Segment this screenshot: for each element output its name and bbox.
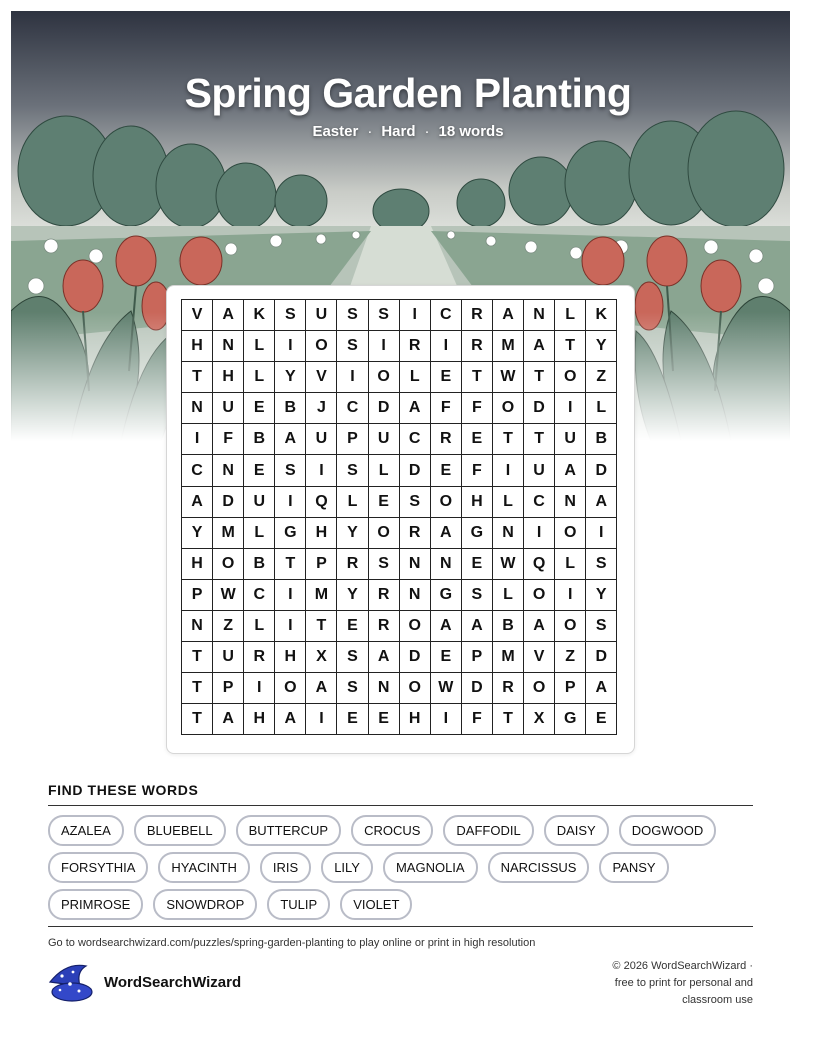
- grid-cell: I: [244, 673, 275, 704]
- grid-cell: L: [244, 331, 275, 362]
- word-list-heading: FIND THESE WORDS: [48, 782, 199, 798]
- grid-cell: O: [400, 673, 431, 704]
- grid-cell: F: [462, 455, 493, 486]
- word-list: [48, 815, 753, 920]
- grid-cell: S: [462, 580, 493, 611]
- grid-cell: H: [182, 549, 213, 580]
- grid-cell: A: [213, 300, 244, 331]
- grid-cell: U: [306, 424, 337, 455]
- grid-cell: U: [306, 300, 337, 331]
- grid-cell: A: [586, 673, 617, 704]
- grid-cell: A: [213, 704, 244, 735]
- copyright-notice: [583, 958, 753, 1009]
- grid-cell: I: [586, 518, 617, 549]
- grid-cell: E: [431, 362, 462, 393]
- grid-cell: I: [493, 455, 524, 486]
- grid-cell: A: [586, 487, 617, 518]
- grid-cell: O: [493, 393, 524, 424]
- grid-cell: U: [244, 487, 275, 518]
- grid-cell: L: [244, 518, 275, 549]
- grid-cell: P: [213, 673, 244, 704]
- grid-cell: L: [244, 611, 275, 642]
- grid-cell: R: [431, 424, 462, 455]
- copyright-line: classroom use: [682, 994, 753, 1006]
- grid-cell: U: [213, 642, 244, 673]
- grid-cell: S: [369, 549, 400, 580]
- grid-cell: O: [369, 362, 400, 393]
- grid-cell: E: [369, 487, 400, 518]
- grid-cell: N: [182, 611, 213, 642]
- grid-cell: L: [369, 455, 400, 486]
- grid-cell: N: [493, 518, 524, 549]
- word-pill: DAFFODIL: [443, 815, 533, 846]
- grid-cell: V: [524, 642, 555, 673]
- grid-cell: L: [586, 393, 617, 424]
- grid-cell: V: [182, 300, 213, 331]
- grid-cell: S: [337, 300, 368, 331]
- grid-cell: D: [462, 673, 493, 704]
- grid-cell: D: [586, 642, 617, 673]
- grid-cell: T: [182, 642, 213, 673]
- grid-cell: A: [369, 642, 400, 673]
- grid-cell: T: [524, 362, 555, 393]
- grid-cell: I: [275, 580, 306, 611]
- grid-cell: Y: [586, 580, 617, 611]
- puzzle-difficulty: Hard: [381, 123, 416, 140]
- grid-cell: M: [493, 642, 524, 673]
- grid-cell: T: [462, 362, 493, 393]
- grid-cell: L: [400, 362, 431, 393]
- grid-cell: T: [182, 704, 213, 735]
- grid-cell: S: [275, 300, 306, 331]
- grid-cell: D: [369, 393, 400, 424]
- grid-cell: C: [524, 487, 555, 518]
- grid-cell: S: [586, 549, 617, 580]
- grid-cell: I: [555, 393, 586, 424]
- grid-cell: W: [493, 549, 524, 580]
- word-pill: MAGNOLIA: [383, 852, 478, 883]
- wizard-hat-icon: [46, 962, 94, 1004]
- grid-cell: G: [431, 580, 462, 611]
- grid-cell: U: [524, 455, 555, 486]
- divider: [48, 805, 753, 806]
- grid-cell: A: [400, 393, 431, 424]
- grid-cell: B: [244, 549, 275, 580]
- grid-cell: Q: [306, 487, 337, 518]
- grid-cell: Q: [524, 549, 555, 580]
- grid-cell: E: [244, 455, 275, 486]
- grid-cell: W: [493, 362, 524, 393]
- grid-cell: I: [555, 580, 586, 611]
- grid-cell: E: [369, 704, 400, 735]
- grid-cell: I: [182, 424, 213, 455]
- grid-cell: I: [431, 331, 462, 362]
- grid-cell: E: [462, 549, 493, 580]
- grid-cell: R: [369, 611, 400, 642]
- grid-cell: D: [400, 455, 431, 486]
- grid-cell: T: [524, 424, 555, 455]
- word-pill: BLUEBELL: [134, 815, 226, 846]
- grid-cell: Z: [213, 611, 244, 642]
- grid-cell: U: [213, 393, 244, 424]
- grid-cell: B: [244, 424, 275, 455]
- grid-cell: N: [431, 549, 462, 580]
- word-pill: FORSYTHIA: [48, 852, 148, 883]
- word-pill: BUTTERCUP: [236, 815, 341, 846]
- grid-cell: A: [524, 611, 555, 642]
- grid-cell: S: [275, 455, 306, 486]
- grid-cell: I: [337, 362, 368, 393]
- grid-cell: O: [400, 611, 431, 642]
- grid-cell: J: [306, 393, 337, 424]
- grid-cell: N: [400, 580, 431, 611]
- copyright-line: free to print for personal and: [614, 977, 753, 989]
- grid-cell: R: [462, 300, 493, 331]
- divider: [48, 926, 753, 927]
- word-pill: CROCUS: [351, 815, 433, 846]
- grid-cell: E: [431, 642, 462, 673]
- grid-cell: T: [182, 673, 213, 704]
- grid-cell: O: [306, 331, 337, 362]
- grid-cell: T: [493, 704, 524, 735]
- word-pill: DAISY: [544, 815, 609, 846]
- grid-cell: A: [431, 518, 462, 549]
- grid-cell: I: [400, 300, 431, 331]
- grid-cell: T: [182, 362, 213, 393]
- grid-cell: H: [182, 331, 213, 362]
- grid-cell: B: [586, 424, 617, 455]
- grid-cell: I: [431, 704, 462, 735]
- grid-cell: Y: [337, 518, 368, 549]
- grid-cell: Z: [555, 642, 586, 673]
- grid-cell: U: [369, 424, 400, 455]
- grid-cell: R: [337, 549, 368, 580]
- grid-cell: B: [493, 611, 524, 642]
- grid-cell: F: [462, 704, 493, 735]
- grid-cell: L: [493, 580, 524, 611]
- grid-cell: L: [493, 487, 524, 518]
- play-online-note: Go to wordsearchwizard.com/puzzles/spring-garden-planting to play online or print in high resolution: [48, 937, 536, 949]
- grid-cell: N: [369, 673, 400, 704]
- grid-cell: R: [493, 673, 524, 704]
- grid-cell: L: [337, 487, 368, 518]
- grid-cell: G: [275, 518, 306, 549]
- letter-grid: [181, 299, 617, 735]
- grid-cell: B: [275, 393, 306, 424]
- grid-cell: R: [462, 331, 493, 362]
- grid-cell: E: [431, 455, 462, 486]
- grid-cell: T: [493, 424, 524, 455]
- grid-cell: A: [462, 611, 493, 642]
- grid-cell: O: [431, 487, 462, 518]
- grid-cell: F: [431, 393, 462, 424]
- grid-cell: M: [493, 331, 524, 362]
- puzzle-title: Spring Garden Planting: [184, 70, 632, 116]
- grid-cell: P: [337, 424, 368, 455]
- grid-cell: E: [337, 611, 368, 642]
- grid-cell: E: [337, 704, 368, 735]
- word-pill: DOGWOOD: [619, 815, 717, 846]
- grid-cell: C: [337, 393, 368, 424]
- copyright-line: © 2026 WordSearchWizard ·: [612, 960, 753, 972]
- word-pill: IRIS: [260, 852, 311, 883]
- word-pill: PRIMROSE: [48, 889, 143, 920]
- grid-cell: I: [306, 455, 337, 486]
- grid-cell: A: [275, 704, 306, 735]
- grid-cell: H: [213, 362, 244, 393]
- grid-cell: N: [524, 300, 555, 331]
- grid-cell: H: [244, 704, 275, 735]
- grid-cell: U: [555, 424, 586, 455]
- grid-cell: E: [244, 393, 275, 424]
- grid-cell: X: [306, 642, 337, 673]
- word-pill: SNOWDROP: [153, 889, 257, 920]
- puzzle-meta: [0, 123, 816, 140]
- grid-cell: O: [524, 673, 555, 704]
- grid-cell: L: [244, 362, 275, 393]
- grid-cell: Z: [586, 362, 617, 393]
- grid-cell: L: [555, 549, 586, 580]
- grid-cell: S: [337, 331, 368, 362]
- grid-cell: C: [182, 455, 213, 486]
- grid-cell: O: [213, 549, 244, 580]
- word-pill: HYACINTH: [158, 852, 249, 883]
- grid-cell: N: [400, 549, 431, 580]
- word-pill: VIOLET: [340, 889, 412, 920]
- grid-cell: G: [462, 518, 493, 549]
- grid-cell: C: [244, 580, 275, 611]
- grid-cell: V: [306, 362, 337, 393]
- grid-cell: D: [400, 642, 431, 673]
- grid-cell: E: [462, 424, 493, 455]
- grid-cell: H: [306, 518, 337, 549]
- grid-cell: Y: [275, 362, 306, 393]
- grid-cell: K: [586, 300, 617, 331]
- puzzle-word-count: 18 words: [438, 123, 504, 140]
- grid-cell: P: [555, 673, 586, 704]
- grid-cell: R: [244, 642, 275, 673]
- grid-cell: N: [555, 487, 586, 518]
- grid-cell: F: [462, 393, 493, 424]
- word-pill: NARCISSUS: [488, 852, 590, 883]
- grid-cell: A: [275, 424, 306, 455]
- grid-cell: I: [275, 331, 306, 362]
- grid-cell: O: [555, 518, 586, 549]
- grid-cell: M: [306, 580, 337, 611]
- grid-cell: T: [306, 611, 337, 642]
- grid-cell: I: [275, 611, 306, 642]
- grid-cell: A: [182, 487, 213, 518]
- grid-cell: A: [306, 673, 337, 704]
- grid-cell: O: [555, 611, 586, 642]
- grid-cell: D: [586, 455, 617, 486]
- grid-cell: N: [182, 393, 213, 424]
- grid-cell: W: [213, 580, 244, 611]
- word-pill: LILY: [321, 852, 373, 883]
- brand-name: WordSearchWizard: [104, 974, 242, 991]
- grid-cell: P: [306, 549, 337, 580]
- word-pill: AZALEA: [48, 815, 124, 846]
- grid-cell: I: [524, 518, 555, 549]
- grid-cell: S: [337, 642, 368, 673]
- grid-cell: D: [213, 487, 244, 518]
- word-pill: TULIP: [267, 889, 330, 920]
- grid-cell: S: [369, 300, 400, 331]
- grid-cell: K: [244, 300, 275, 331]
- word-pill: PANSY: [599, 852, 668, 883]
- grid-cell: P: [462, 642, 493, 673]
- grid-cell: S: [400, 487, 431, 518]
- grid-cell: Y: [182, 518, 213, 549]
- grid-cell: H: [462, 487, 493, 518]
- grid-cell: A: [431, 611, 462, 642]
- grid-cell: X: [524, 704, 555, 735]
- grid-cell: P: [182, 580, 213, 611]
- grid-cell: A: [524, 331, 555, 362]
- grid-cell: O: [524, 580, 555, 611]
- grid-cell: Y: [586, 331, 617, 362]
- grid-cell: E: [586, 704, 617, 735]
- grid-cell: W: [431, 673, 462, 704]
- grid-cell: I: [306, 704, 337, 735]
- grid-cell: S: [586, 611, 617, 642]
- grid-cell: C: [431, 300, 462, 331]
- grid-cell: S: [337, 673, 368, 704]
- grid-cell: F: [213, 424, 244, 455]
- grid-cell: N: [213, 331, 244, 362]
- grid-cell: Y: [337, 580, 368, 611]
- grid-cell: L: [555, 300, 586, 331]
- grid-cell: R: [369, 580, 400, 611]
- grid-cell: H: [400, 704, 431, 735]
- grid-cell: O: [555, 362, 586, 393]
- grid-cell: I: [369, 331, 400, 362]
- grid-cell: O: [275, 673, 306, 704]
- grid-cell: S: [337, 455, 368, 486]
- grid-cell: O: [369, 518, 400, 549]
- grid-cell: A: [555, 455, 586, 486]
- grid-cell: N: [213, 455, 244, 486]
- grid-cell: T: [555, 331, 586, 362]
- grid-cell: T: [275, 549, 306, 580]
- meta-separator: ·: [367, 123, 373, 140]
- grid-cell: R: [400, 518, 431, 549]
- grid-cell: C: [400, 424, 431, 455]
- grid-cell: R: [400, 331, 431, 362]
- grid-cell: M: [213, 518, 244, 549]
- puzzle-category: Easter: [312, 123, 359, 140]
- grid-cell: H: [275, 642, 306, 673]
- meta-separator: ·: [424, 123, 430, 140]
- grid-cell: I: [275, 487, 306, 518]
- grid-cell: A: [493, 300, 524, 331]
- grid-cell: D: [524, 393, 555, 424]
- grid-cell: G: [555, 704, 586, 735]
